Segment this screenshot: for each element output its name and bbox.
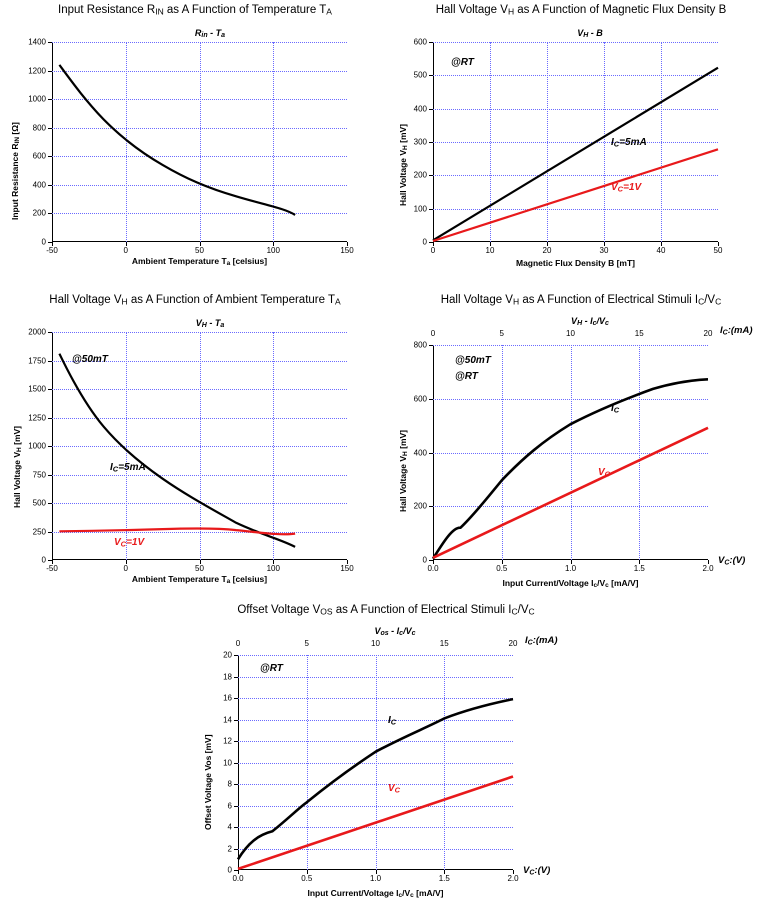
plot-area-vh-icvc [413,329,714,573]
tick-label-x-top: 10 [371,639,380,648]
xlabel-main: Magnetic Flux Density B [515,258,615,268]
title-text-tail: /V [517,604,529,616]
tick-label-x-top: 10 [566,329,575,338]
inner-title-mid: - I [388,626,400,636]
corner-main: V [523,865,530,876]
annotation-main: I [110,462,113,473]
title-text-main: Hall Voltage V [49,294,122,306]
tick-label-y: 0 [422,237,427,247]
xlabel-main: Input Current/Voltage I [502,578,594,588]
chart-title-vh-b [390,4,772,16]
annotation-main: V [598,467,605,478]
curve-layer-rin-ta [52,42,347,242]
tickmark-y [234,849,238,850]
tick-label-y: 4 [227,822,232,832]
axis-label-y-rin-ta [10,122,21,220]
ylabel-sub: IN [13,136,21,144]
tick-label-x-top: 0 [235,639,241,648]
title-text-sub2: C [511,606,518,617]
annotation-vc [388,783,400,795]
inner-title-sub: os [380,630,389,638]
ylabel-unit: [mV] [203,734,213,756]
annotation-rt [451,57,474,68]
tick-label-x: 1.5 [438,874,450,883]
title-text-main: Offset Voltage V [237,604,321,616]
inner-title-main: V [374,626,381,636]
corner-unit-vc [523,865,550,876]
title-text-mid: as A Function of Ambient Temperature T [127,294,336,306]
tickmark-y [429,399,433,400]
title-text-sub: IN [155,6,164,17]
annotation-sub: C [390,717,397,727]
xlabel-unit: [celsius] [230,256,268,266]
xlabel-sub2: c [410,891,414,899]
tickmark-y [429,75,433,76]
inner-title-sub2: a [220,322,225,330]
tickmark-y [234,741,238,742]
xlabel-mid: /V [402,888,411,898]
chart-title-rin-ta [0,4,390,16]
tickmark-y [48,242,52,243]
annotation-sub: C [604,469,611,479]
inner-title-vh-ta [50,318,370,329]
plot-area-vh-b [413,37,723,255]
tickmark-y [429,453,433,454]
inner-title-mid: - T [206,318,221,328]
ylabel-main: Hall Voltage V [12,451,22,508]
curve-rin [59,65,295,215]
annotation-vc [598,467,610,479]
title-text-tail: /V [704,294,716,306]
corner-sub: C [529,869,535,877]
tick-label-x: 1.0 [564,564,577,573]
curve-vc-1v [59,529,295,535]
tick-label-y: 20 [223,650,232,660]
tick-label-y: 600 [413,37,427,47]
inner-title-sub3: c [411,630,416,638]
title-text-sub: H [121,296,128,307]
annotation-tail: =5mA [619,137,647,148]
tickmark-y [234,827,238,828]
inner-title-mid: - T [207,28,222,38]
tick-label-x: 0 [430,246,436,255]
annotation-vc-1v [114,537,144,549]
corner-sub: C [722,329,728,337]
annotation-ic [611,403,619,415]
annotation-text: @RT [455,371,478,382]
tickmark-y [429,142,433,143]
corner-main: I [525,635,528,646]
tickmark-y [429,506,433,507]
corner-unit-vc [718,555,745,566]
inner-title-vh-icvc [430,316,750,327]
tick-label-x: 50 [195,564,204,573]
inner-title-sub: H [577,320,583,328]
tickmark-y [429,345,433,346]
tickmark-y [48,128,52,129]
tick-label-x: 100 [266,246,280,255]
xlabel-unit: [mT] [614,258,636,268]
corner-main: I [720,325,723,336]
corner-unit-ic [525,635,558,646]
tick-label-x: -50 [46,246,58,255]
annotation-sub: C [112,464,119,474]
tick-label-y: 1000 [28,94,46,104]
annotation-sub: C [120,539,127,549]
xlabel-sub2: c [605,581,609,589]
tickmark-y [234,698,238,699]
annotation-tail: =5mA [118,462,146,473]
inner-title-vh-b [430,28,750,39]
ylabel-sub: H [401,145,409,150]
tick-label-y: 1200 [28,66,46,76]
annotation-50mt [72,354,108,365]
curve-layer-vh-ta [52,332,347,560]
title-text-sub: H [507,6,515,17]
tickmark-y [234,677,238,678]
tick-label-y: 10 [223,758,232,767]
axis-label-x-vh-icvc [433,578,708,589]
xlabel-sub: c [593,581,598,589]
ylabel-main: Hall Voltage V [398,455,408,512]
xlabel-sub: c [398,891,403,899]
curve-layer-vh-b [433,42,718,242]
tick-label-y: 200 [32,208,46,218]
title-text-mid: as A Function of Electrical Stimuli I [332,604,512,616]
tick-label-y: 200 [413,170,427,180]
title-text-mid: as A Function of Electrical Stimuli I [519,294,699,306]
annotation-text: @RT [451,57,474,68]
curve-layer-vos-icvc [238,655,513,870]
axis-label-x-vh-b [433,258,718,268]
title-text-mid: as A Function of Temperature T [163,4,327,16]
tick-label-x-top: 20 [508,639,518,648]
tick-label-y: 14 [223,715,232,724]
ylabel-main: Offset Voltage Vos [203,755,213,830]
tickmark-y [48,446,52,447]
tick-label-x: 40 [656,246,666,255]
tick-label-y: 1000 [28,441,46,451]
tick-label-y: 100 [413,204,427,214]
corner-sub: C [724,559,730,567]
axis-label-y-vh-ta [12,426,23,508]
tick-label-x: 0.5 [496,564,508,573]
corner-main: V [718,555,725,566]
annotation-main: V [611,182,618,193]
tick-label-x: 50 [713,246,723,255]
chart-title-vos-icvc [195,604,577,616]
tickmark-y [429,242,433,243]
tick-label-y: 400 [32,180,46,190]
tickmark-y [48,560,52,561]
xlabel-main: Input Current/Voltage I [307,888,399,898]
corner-tail: :(V) [534,865,551,876]
tickmark-y [234,870,238,871]
annotation-sub: C [613,405,620,415]
tickmark-y [234,655,238,656]
axis-label-y-vh-icvc [398,430,409,512]
annotation-main: V [114,537,121,548]
title-text-main: Input Resistance R [58,4,156,16]
inner-title-sub2: c [592,320,597,328]
chart-panel-vos-icvc [195,600,577,900]
tickmark-y [48,332,52,333]
xlabel-unit: [celsius] [230,574,268,584]
plot-area-rin-ta [28,37,354,255]
curve-ic [433,379,708,558]
tick-label-y: 500 [413,70,427,80]
tick-label-y: 8 [227,779,232,789]
tick-label-y: 800 [413,340,427,350]
annotation-main: I [388,715,391,726]
tickmark-y [48,42,52,43]
tickmark-y [234,720,238,721]
xlabel-main: Ambient Temperature T [131,574,227,584]
curve-vc [433,428,708,558]
inner-title-vos-icvc [235,626,555,637]
tick-label-x: 0.0 [427,564,439,573]
tick-label-x: 20 [542,246,552,255]
plot-area-vos-icvc [223,639,519,883]
chart-title-vh-ta [0,294,390,306]
ylabel-sub: H [15,447,23,452]
ylabel-unit: [mV] [12,425,22,448]
annotation-sub: C [613,139,620,149]
tick-label-y: 16 [223,693,232,703]
tick-label-x: 50 [195,246,204,255]
tick-label-y: 750 [32,470,46,479]
tickmark-y [48,389,52,390]
tick-label-y: 200 [413,501,427,511]
annotation-main: I [611,137,614,148]
annotation-rt [260,663,283,674]
title-text-main: Hall Voltage V [435,4,508,16]
tick-label-y: 0 [41,237,46,247]
tickmark-y [48,475,52,476]
annotation-vc-1v [611,182,641,194]
corner-unit-ic [720,325,753,336]
tickmark-y [48,361,52,362]
ylabel-unit: [mV] [398,123,408,146]
tick-label-y: 1500 [28,384,46,394]
tick-label-x: 1.5 [633,564,645,573]
chart-panel-vh-b [390,0,772,280]
curve-ic-5ma [433,68,718,241]
tickmark-y [429,560,433,561]
tick-label-x-top: 15 [634,329,644,338]
tickmark-y [429,42,433,43]
inner-title-main: R [194,28,202,38]
tickmark-y [234,784,238,785]
ylabel-sub: H [401,451,409,456]
chart-title-vh-icvc [390,294,772,306]
curve-ic-5ma [59,354,295,547]
annotation-text: @50mT [72,354,108,365]
xlabel-sub: a [226,259,231,267]
tick-label-x-top: 0 [430,329,436,338]
ylabel-main: Hall Voltage V [398,149,408,206]
title-text-sub: H [512,296,520,307]
inner-title-tail: /V [403,626,412,636]
tick-label-y: 1750 [28,356,46,365]
title-text-sub2: A [326,6,332,17]
inner-title-sub: in [201,32,208,40]
corner-tail: :(mA) [727,325,753,336]
annotation-text: @50mT [455,355,491,366]
tick-label-x: 1.0 [369,874,382,883]
tickmark-y [48,213,52,214]
title-text-main: Hall Voltage V [440,294,513,306]
chart-panel-rin-ta [0,0,390,280]
inner-title-main: V [571,316,578,326]
xlabel-unit: [mA/V] [608,578,639,588]
tickmark-y [48,99,52,100]
annotation-tail: =1V [126,537,145,548]
inner-title-main: V [195,318,202,328]
tick-label-y: 600 [413,394,427,404]
tickmark-y [48,185,52,186]
title-text-sub3: C [715,296,722,307]
curve-vc [238,777,513,869]
tick-label-x: 150 [340,564,354,573]
tick-label-y: 600 [32,151,46,161]
tickmark-y [429,109,433,110]
inner-title-main: V [577,28,584,38]
xlabel-sub: a [226,577,231,585]
curve-ic [238,699,513,859]
tick-label-y: 400 [413,448,427,457]
curve-vc-1v [433,149,718,241]
inner-title-rin-ta [50,28,370,39]
inner-title-mid: - B [588,28,603,38]
tick-label-x: 100 [266,564,280,573]
tick-label-x: 0.5 [301,874,313,883]
inner-title-sub3: c [605,320,609,328]
tick-label-y: 12 [223,736,232,746]
corner-sub: C [527,639,533,647]
tick-label-y: 0 [422,555,427,565]
corner-tail: :(V) [729,555,746,566]
inner-title-sub2: a [221,32,226,40]
xlabel-unit: [mA/V] [413,888,444,898]
annotation-text: @RT [260,663,283,674]
tickmark-y [48,71,52,72]
tickmark-y [234,763,238,764]
tick-label-y: 0 [227,865,232,875]
plot-area-vh-ta [28,327,354,573]
tickmark-y [234,806,238,807]
tick-label-y: 800 [32,123,46,133]
tick-label-y: 6 [227,801,232,810]
annotation-sub: C [394,785,401,795]
tickmark-y [429,209,433,210]
tickmark-y [48,503,52,504]
tick-label-y: 1250 [28,413,46,422]
annotation-ic-5ma [611,137,647,149]
axis-label-y-vos-icvc [203,734,213,830]
axis-label-x-vos-icvc [238,888,513,899]
inner-title-tail: /V [596,316,606,326]
tick-label-x-top: 5 [499,329,504,338]
tick-label-y: 2 [227,844,232,853]
tick-label-x: 30 [599,246,609,255]
annotation-main: I [611,403,614,414]
axis-label-x-vh-ta [52,574,347,585]
title-text-mid: as A Function of Magnetic Flux Density B [514,4,727,16]
tick-label-x: 0.0 [232,874,244,883]
tick-label-x: 2.0 [702,564,714,573]
inner-title-sub2: c [399,630,404,638]
annotation-tail: =1V [623,182,642,193]
tick-label-x-top: 20 [703,329,713,338]
ylabel-unit: [mV] [398,429,408,452]
title-text-sub: OS [320,606,333,617]
title-text-sub3: C [528,606,535,617]
tick-label-x: 0 [123,564,128,573]
tick-label-y: 300 [413,137,427,147]
tick-label-x: 0 [123,246,128,255]
tickmark-y [429,175,433,176]
annotation-rt [455,371,478,382]
tick-label-x: -50 [46,564,58,573]
tick-label-y: 1400 [28,37,46,47]
tick-label-x-top: 5 [304,639,309,648]
axis-label-x-rin-ta [52,256,347,267]
inner-title-mid: - I [582,316,593,326]
tick-label-y: 18 [223,672,232,681]
tick-label-y: 250 [32,527,46,536]
axis-label-y-vh-b [398,124,409,206]
ylabel-main: Input Resistance R [10,143,20,220]
corner-tail: :(mA) [532,635,558,646]
title-text-sub2: A [335,296,341,307]
annotation-sub: C [617,184,624,194]
tick-label-y: 2000 [28,327,46,337]
tick-label-y: 400 [413,104,427,114]
tick-label-x-top: 15 [439,639,449,648]
xlabel-mid: /V [597,578,606,588]
tick-label-y: 0 [41,555,46,565]
tick-label-x: 10 [485,246,495,255]
xlabel-main: Ambient Temperature T [131,256,227,266]
ylabel-unit: [Ω] [10,122,20,137]
tick-label-x: 150 [340,246,354,255]
annotation-50mt [455,355,491,366]
title-text-sub2: C [698,296,705,307]
chart-panel-vh-ta [0,290,390,590]
annotation-main: V [388,783,395,794]
chart-panel-vh-icvc [390,290,772,590]
tickmark-y [48,418,52,419]
annotation-ic-5ma [110,462,146,474]
tick-label-y: 500 [32,498,46,508]
tick-label-x: 2.0 [507,874,519,883]
annotation-ic [388,715,396,727]
inner-title-sub: H [201,322,207,330]
tickmark-y [48,532,52,533]
inner-title-sub: H [583,32,589,40]
tickmark-y [48,156,52,157]
